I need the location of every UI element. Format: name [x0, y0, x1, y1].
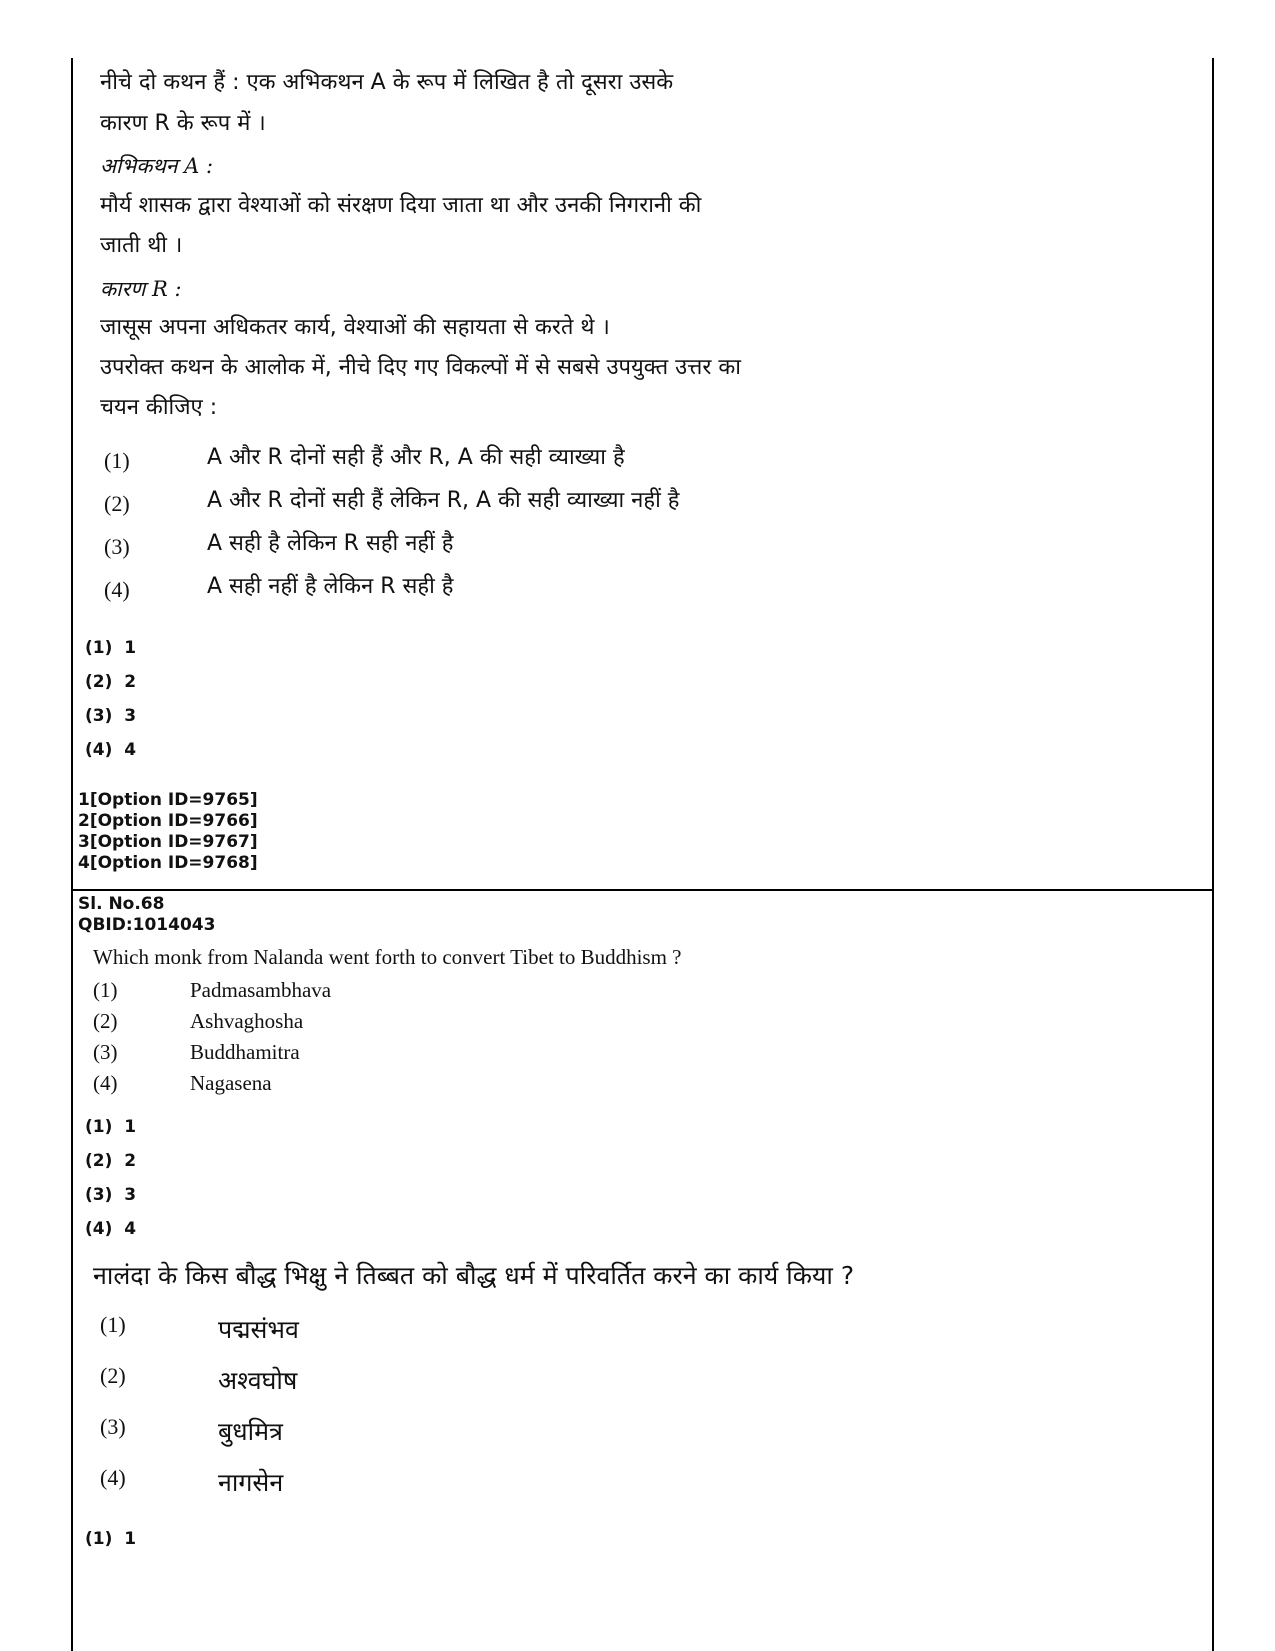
q67-reason-label: कारण R :	[100, 277, 182, 301]
q68-answer-option[interactable]: (4) 4	[85, 1219, 137, 1239]
q67-assertion-label: अभिकथन A :	[100, 154, 214, 178]
q68-question-en: Which monk from Nalanda went forth to convert Tibet to Buddhism ?	[93, 945, 682, 969]
q67-assertion-line2: जाती थी ।	[100, 233, 183, 258]
q67-answer-option[interactable]: (1) 1	[85, 638, 137, 658]
q68-sl-no: Sl. No.68	[78, 894, 165, 914]
q68-choice-en-text: Padmasambhava	[190, 978, 332, 1002]
q68-choice-en-num: (1)	[93, 978, 118, 1002]
q68-choice-hi-num: (3)	[100, 1414, 126, 1439]
q68-choice-hi-num: (1)	[100, 1312, 126, 1337]
q68-choice-hi-text: नागसेन	[218, 1468, 284, 1497]
q68-choice-hi-num: (4)	[100, 1465, 126, 1490]
q68-choice-hi-text: बुधमित्र	[218, 1417, 283, 1446]
q68-choice-en-text: Ashvaghosha	[190, 1009, 304, 1033]
question-divider	[71, 889, 1212, 891]
q67-choice-num: (3)	[104, 534, 130, 559]
q67-answer-option[interactable]: (3) 3	[85, 706, 137, 726]
q68-choice-en-num: (2)	[93, 1009, 118, 1033]
q68-answer-option[interactable]: (2) 2	[85, 1151, 137, 1171]
q67-choice-num: (1)	[104, 448, 130, 473]
q67-choice-num: (4)	[104, 577, 130, 602]
q68-choice-hi-text: अश्वघोष	[218, 1366, 298, 1395]
q67-choice-text: A सही है लेकिन R सही नहीं है	[207, 531, 454, 556]
q68-choice-hi-num: (2)	[100, 1363, 126, 1388]
q67-option-id: 2[Option ID=9766]	[78, 811, 258, 831]
q67-assertion-line1: मौर्य शासक द्वारा वेश्याओं को संरक्षण दिया जाता था और उनकी निगरानी की	[100, 193, 702, 218]
q67-choice-text: A और R दोनों सही हैं और R, A की सही व्याख्या है	[207, 445, 625, 470]
q68-answer-option[interactable]: (1) 1	[85, 1529, 137, 1549]
q67-intro-line1: नीचे दो कथन हैं : एक अभिकथन A के रूप में लिखित है तो दूसरा उसके	[100, 70, 674, 95]
q67-prompt-line2: चयन कीजिए :	[100, 395, 218, 420]
q67-answer-option[interactable]: (2) 2	[85, 672, 137, 692]
q68-qbid: QBID:1014043	[78, 915, 216, 935]
q67-option-id: 4[Option ID=9768]	[78, 853, 258, 873]
q68-choice-en-num: (3)	[93, 1040, 118, 1064]
q68-question-hi: नालंदा के किस बौद्ध भिक्षु ने तिब्बत को बौद्ध धर्म में परिवर्तित करने का कार्य किया ?	[93, 1261, 855, 1290]
q68-choice-hi-text: पद्मसंभव	[218, 1315, 299, 1344]
q67-answer-option[interactable]: (4) 4	[85, 740, 137, 760]
q67-option-id: 1[Option ID=9765]	[78, 790, 258, 810]
q67-choice-text: A सही नहीं है लेकिन R सही है	[207, 574, 454, 599]
q67-option-id: 3[Option ID=9767]	[78, 832, 258, 852]
q68-answer-option[interactable]: (1) 1	[85, 1117, 137, 1137]
q67-intro-line2: कारण R के रूप में ।	[100, 111, 266, 136]
q68-choice-en-text: Nagasena	[190, 1071, 272, 1095]
q68-answer-option[interactable]: (3) 3	[85, 1185, 137, 1205]
q68-choice-en-text: Buddhamitra	[190, 1040, 300, 1064]
q67-reason-line1: जासूस अपना अधिकतर कार्य, वेश्याओं की सहायता से करते थे ।	[100, 315, 610, 340]
q67-choice-num: (2)	[104, 491, 130, 516]
q67-choice-text: A और R दोनों सही हैं लेकिन R, A की सही व्याख्या नहीं है	[207, 488, 680, 513]
q68-choice-en-num: (4)	[93, 1071, 118, 1095]
q67-prompt-line1: उपरोक्त कथन के आलोक में, नीचे दिए गए विकल्पों में से सबसे उपयुक्त उत्तर का	[100, 355, 741, 380]
